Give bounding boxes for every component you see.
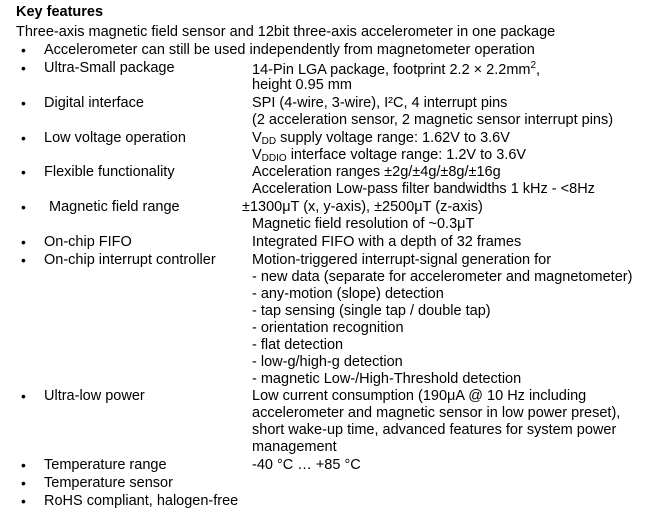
feature-label: On-chip FIFO xyxy=(44,234,132,250)
feature-value: ±1300μT (x, y-axis), ±2500μT (z-axis) xyxy=(242,199,483,215)
feature-value: management xyxy=(252,439,337,455)
bullet-icon: • xyxy=(21,95,26,111)
feature-value: Magnetic field resolution of ~0.3μT xyxy=(252,216,475,232)
feature-label: On-chip interrupt controller xyxy=(44,252,216,268)
feature-value: Acceleration ranges ±2g/±4g/±8g/±16g xyxy=(252,164,501,180)
feature-value: -40 °C … +85 °C xyxy=(252,457,361,473)
key-features-title: Key features xyxy=(16,4,104,20)
bullet-icon: • xyxy=(21,164,26,180)
feature-value: SPI (4-wire, 3-wire), I²C, 4 interrupt pins xyxy=(252,95,508,111)
feature-label: Flexible functionality xyxy=(44,164,175,180)
feature-value: Motion-triggered interrupt-signal generation for xyxy=(252,252,552,268)
feature-label: RoHS compliant, halogen-free xyxy=(44,493,239,509)
feature-value: - any-motion (slope) detection xyxy=(252,286,444,302)
feature-value: Low current consumption (190μA @ 10 Hz including xyxy=(252,388,587,404)
feature-value: (2 acceleration sensor, 2 magnetic sensor interrupt pins) xyxy=(252,112,614,128)
feature-label: Temperature sensor xyxy=(44,475,173,491)
feature-label: Magnetic field range xyxy=(49,199,180,215)
feature-label: Digital interface xyxy=(44,95,144,111)
feature-value: $V_{DDIO}$ interface voltage range: 1.2V to 3.6V xyxy=(252,147,527,164)
feature-value: - magnetic Low-/High-Threshold detection xyxy=(252,371,522,387)
bullet-icon: • xyxy=(21,130,26,146)
feature-value: - new data (separate for accelerometer and magnetometer) xyxy=(252,269,633,285)
feature-value: - tap sensing (single tap / double tap) xyxy=(252,303,491,319)
feature-label: Accelerometer can still be used independently from magnetometer operation xyxy=(44,42,535,58)
bullet-icon: • xyxy=(21,252,26,268)
feature-value: accelerometer and magnetic sensor in low power preset), xyxy=(252,405,621,421)
feature-value: Integrated FIFO with a depth of 32 frames xyxy=(252,234,522,250)
bullet-icon: • xyxy=(21,199,26,215)
feature-label: Ultra-low power xyxy=(44,388,145,404)
intro-text: Three-axis magnetic field sensor and 12bit three-axis accelerometer in one package xyxy=(16,24,556,40)
feature-label: Ultra-Small package xyxy=(44,60,175,76)
feature-value: height 0.95 mm xyxy=(252,77,352,93)
feature-value: short wake-up time, advanced features for system power xyxy=(252,422,617,438)
feature-value: Acceleration Low-pass filter bandwidths 1 kHz - <8Hz xyxy=(252,181,595,197)
bullet-icon: • xyxy=(21,457,26,473)
bullet-icon: • xyxy=(21,60,26,76)
feature-value: - low-g/high-g detection xyxy=(252,354,403,370)
feature-label: Temperature range xyxy=(44,457,167,473)
bullet-icon: • xyxy=(21,42,26,58)
feature-label: Low voltage operation xyxy=(44,130,186,146)
bullet-icon: • xyxy=(21,493,26,509)
bullet-icon: • xyxy=(21,388,26,404)
bullet-icon: • xyxy=(21,475,26,491)
feature-value: - flat detection xyxy=(252,337,344,353)
bullet-icon: • xyxy=(21,234,26,250)
feature-value: $V_{DD}$ supply voltage range: 1.62V to 3.6V xyxy=(252,130,510,147)
feature-value: - orientation recognition xyxy=(252,320,404,336)
feature-value: 14-Pin LGA package, footprint $2.2 \times 2.2mm^2$, xyxy=(252,60,541,78)
